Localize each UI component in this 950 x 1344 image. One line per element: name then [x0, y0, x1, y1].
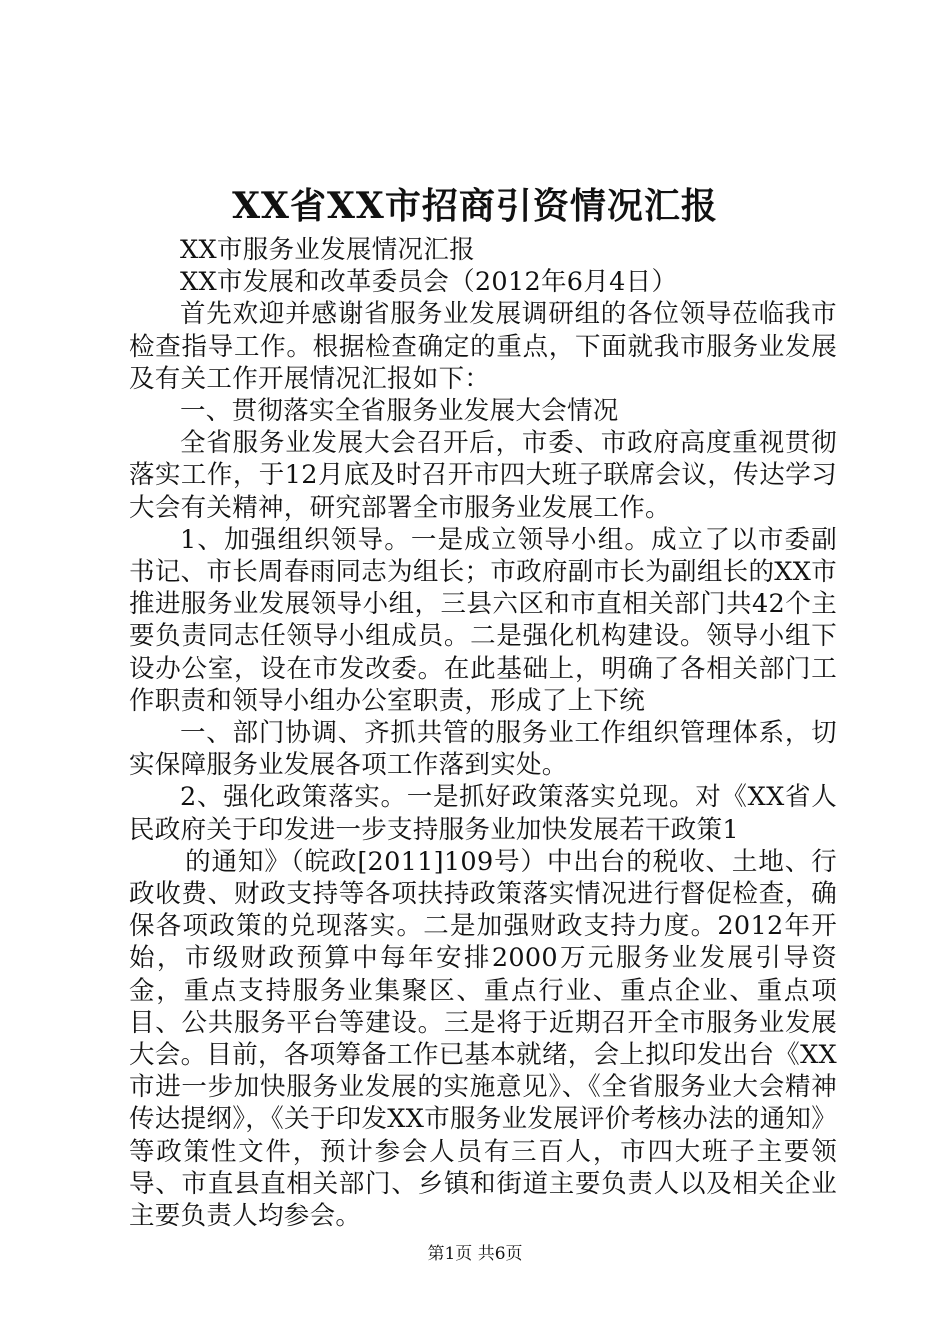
page-footer: 第1页 共6页	[427, 1244, 523, 1264]
document-title: XX省XX市招商引资情况汇报	[232, 185, 718, 227]
paragraph: 1、加强组织领导。一是成立领导小组。成立了以市委副书记、市长周春雨同志为组长；市政府副市长为副组长的XX市推进服务业发展领导小组，三县六区和市直相关部门共42个主要负责同志任领导小组成员。二是强化机构建设。领导小组下设办公室，设在市发改委。在此基础上，明确了各相关部门工作职责和领导小组办公室职责，形成了上下统	[129, 524, 837, 716]
document-body	[129, 234, 837, 1232]
section-heading: 一、贯彻落实全省服务业发展大会情况	[180, 396, 619, 427]
paragraph: 的通知》（皖政[2011]109号）中出台的税收、土地、行政收费、财政支持等各项扶持政策落实情况进行督促检查，确保各项政策的兑现落实。二是加强财政支持力度。2012年开始，市级财政预算中每年安排2000万元服务业发展引导资金，重点支持服务业集聚区、重点行业、重点企业、重点项目、公共服务平台等建设。三是将于近期召开全市服务业发展大会。目前，各项筹备工作已基本就绪，会上拟印发出台《XX市进一步加快服务业发展的实施意见》、《全省服务业大会精神传达提纲》，《关于印发XX市服务业发展评价考核办法的通知》等政策性文件，预计参会人员有三百人，市四大班子主要领导、市直县直相关部门、乡镇和街道主要负责人以及相关企业主要负责人均参会。	[129, 846, 838, 1232]
paragraph: XX市服务业发展情况汇报	[180, 235, 475, 265]
paragraph: 2、强化政策落实。一是抓好政策落实兑现。对《XX省人民政府关于印发进一步支持服务业加快发展若干政策1	[129, 782, 837, 845]
paragraph: 一、部门协调、齐抓共管的服务业工作组织管理体系，切实保障服务业发展各项工作落到实处。	[129, 718, 837, 781]
paragraph: 首先欢迎并感谢省服务业发展调研组的各位领导莅临我市检查指导工作。根据检查确定的重点，下面就我市服务业发展及有关工作开展情况汇报如下：	[129, 299, 837, 394]
paragraph: 全省服务业发展大会召开后，市委、市政府高度重视贯彻落实工作，于12月底及时召开市四大班子联席会议，传达学习大会有关精神，研究部署全市服务业发展工作。	[129, 428, 837, 523]
paragraph: XX市发展和改革委员会（2012年6月4日）	[180, 267, 678, 298]
